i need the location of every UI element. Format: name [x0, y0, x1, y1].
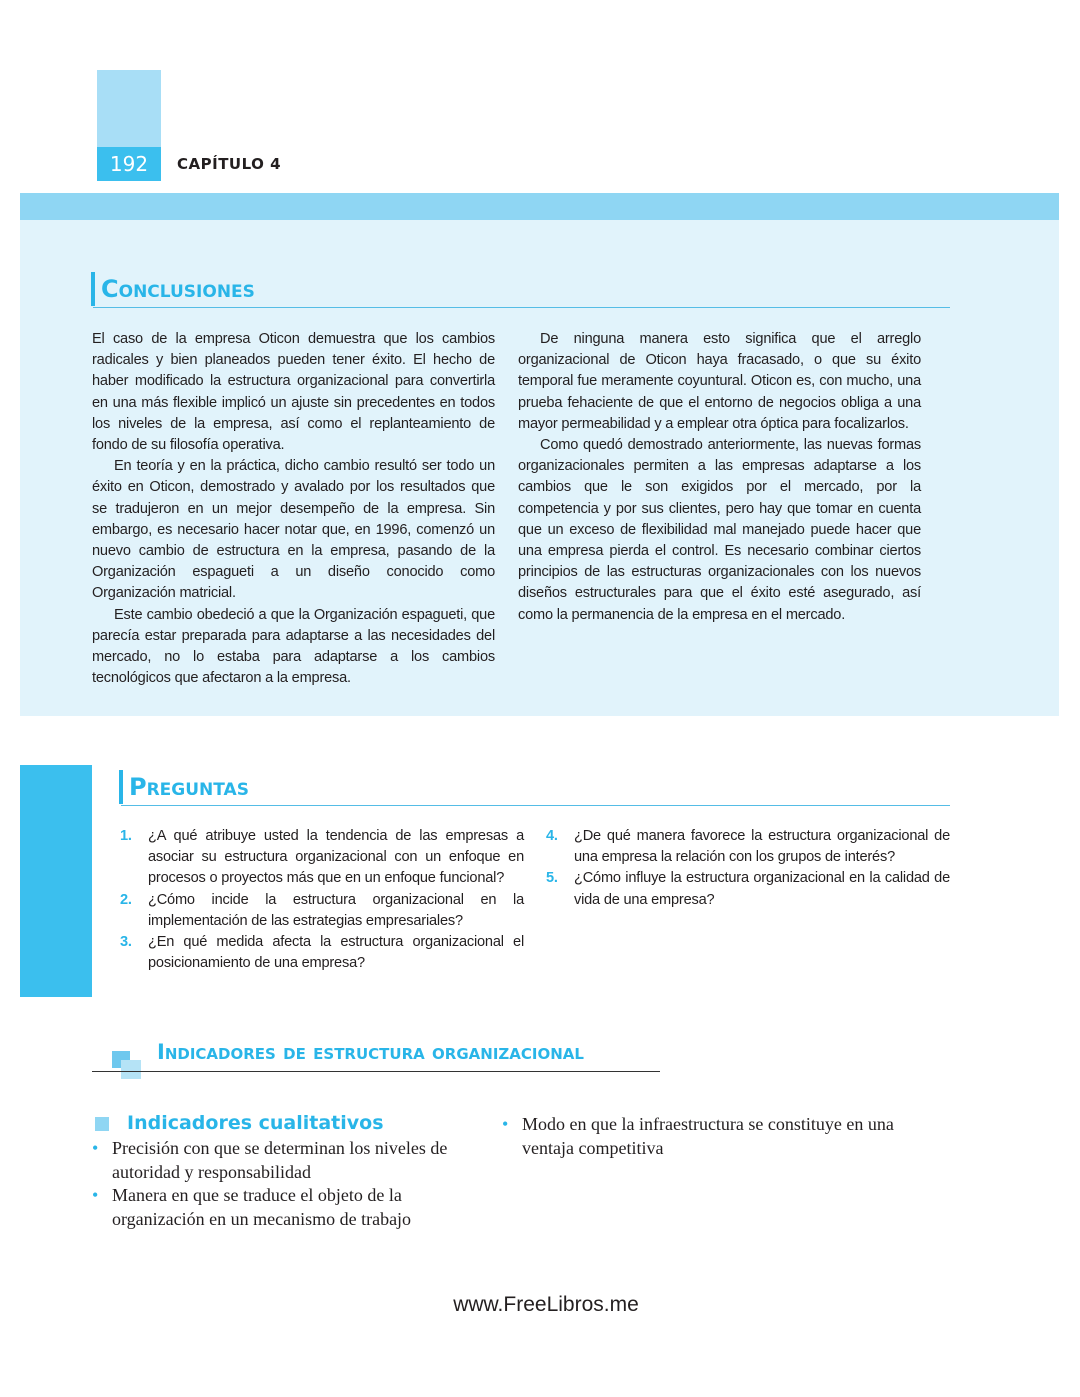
preguntas-heading: Preguntas	[119, 770, 249, 804]
divider	[121, 805, 950, 806]
divider	[93, 307, 950, 308]
paragraph: En teoría y en la práctica, dicho cambio resultó ser todo un éxito en Oticon, demostrado y avalado por los resultados que se tradujeron en un mejor desempeño de la empresa. Sin embargo, es necesario hacer notar que, en 1996, comenzó un nuevo cambio de estructura en la empresa, pasando de la Organización espagueti a un diseño conocido como Organización matricial.	[92, 458, 495, 602]
bullet-icon: •	[92, 1138, 99, 1158]
question-text: ¿De qué manera favorece la estructura organizacional de una empresa la relación con los grupos de interés?	[574, 828, 950, 866]
page-tab-decoration	[97, 70, 161, 147]
indicadores-subtitle: Indicadores cualitativos	[127, 1112, 384, 1134]
bullet-icon: •	[502, 1114, 509, 1134]
preguntas-sidebar-bar	[20, 765, 92, 997]
divider	[92, 1071, 660, 1072]
questions-right	[546, 826, 950, 911]
question-text: ¿A qué atribuye usted la tendencia de las empresas a asociar su estructura organizacional con un enfoque en procesos o proyectos más que en un enfoque funcional?	[148, 828, 524, 887]
list-item	[88, 1184, 488, 1231]
indicadores-left-list	[88, 1137, 488, 1231]
question-number: 2.	[120, 891, 132, 908]
questions-left	[120, 826, 524, 974]
question-item	[546, 868, 950, 910]
header-band	[20, 193, 1059, 220]
conclusiones-left-column	[92, 329, 495, 689]
question-text: ¿Cómo influye la estructura organizacional en la calidad de vida de una empresa?	[574, 870, 950, 908]
paragraph: Este cambio obedeció a que la Organización espagueti, que parecía estar preparada para adaptarse a las necesidades del mercado, no lo estaba para adaptarse a los cambios tecnológicos que afectaron a la empresa.	[92, 606, 495, 687]
question-text: ¿Cómo incide la estructura organizacional en la implementación de las estrategias empresariales?	[148, 891, 524, 929]
square-bullet-icon	[95, 1117, 109, 1131]
chapter-label: CAPÍTULO 4	[177, 155, 282, 173]
conclusiones-heading: Conclusiones	[91, 272, 255, 306]
paragraph: De ninguna manera esto significa que el arreglo organizacional de Oticon haya fracasado, o que su éxito temporal fue meramente coyuntural. Oticon es, con mucho, una prueba fehaciente de que el entorno de negocios obliga a una mayor permeabilidad y a emplear otra óptica para focalizarlos.	[518, 331, 921, 432]
footer-url: www.FreeLibros.me	[453, 1293, 639, 1316]
paragraph: Como quedó demostrado anteriormente, las nuevas formas organizacionales permiten a las empresas adaptarse a los cambios que le son exigidos por el mercado, por la competencia y por sus clientes, pero hay que tomar en cuenta que un exceso de flexibilidad mal manejado puede hacer que una empresa pierda el control. Es necesario combinar ciertos principios de las estructuras organizacionales con los nuevos diseños estructurales para que el éxito esté asegurado, así como la permanencia de la empresa en el mercado.	[518, 437, 921, 623]
question-item	[120, 826, 524, 890]
bullet-icon: •	[92, 1185, 99, 1205]
question-item	[120, 890, 524, 932]
list-item-text: Manera en que se traduce el objeto de la organización en un mecanismo de trabajo	[112, 1185, 412, 1229]
indicadores-heading: Indicadores de estructura organizacional	[157, 1040, 584, 1064]
list-item	[88, 1137, 488, 1184]
question-number: 1.	[120, 828, 132, 844]
list-item-text: Modo en que la infraestructura se constituye en una ventaja competitiva	[522, 1114, 894, 1158]
conclusiones-right-column	[518, 329, 921, 626]
indicadores-right-list	[498, 1113, 898, 1160]
question-number: 3.	[120, 934, 132, 951]
list-item-text: Precisión con que se determinan los niveles de autoridad y responsabilidad	[112, 1138, 448, 1182]
question-number: 4.	[546, 828, 558, 844]
paragraph: El caso de la empresa Oticon demuestra que los cambios radicales y bien planeados pueden tener éxito. El hecho de haber modificado la estructura organizacional para convertirla en una más flexible implicó un ajuste sin precedentes en todos los niveles de la empresa, así como el replanteamiento de fondo de su filosofía operativa.	[92, 331, 495, 454]
question-item	[120, 932, 524, 974]
section-squares-icon	[121, 1060, 141, 1079]
question-text: ¿En qué medida afecta la estructura organizacional el posicionamiento de una empresa?	[148, 934, 524, 972]
question-number: 5.	[546, 870, 558, 887]
question-item	[546, 826, 950, 868]
list-item	[498, 1113, 898, 1160]
page-number: 192	[97, 147, 161, 181]
